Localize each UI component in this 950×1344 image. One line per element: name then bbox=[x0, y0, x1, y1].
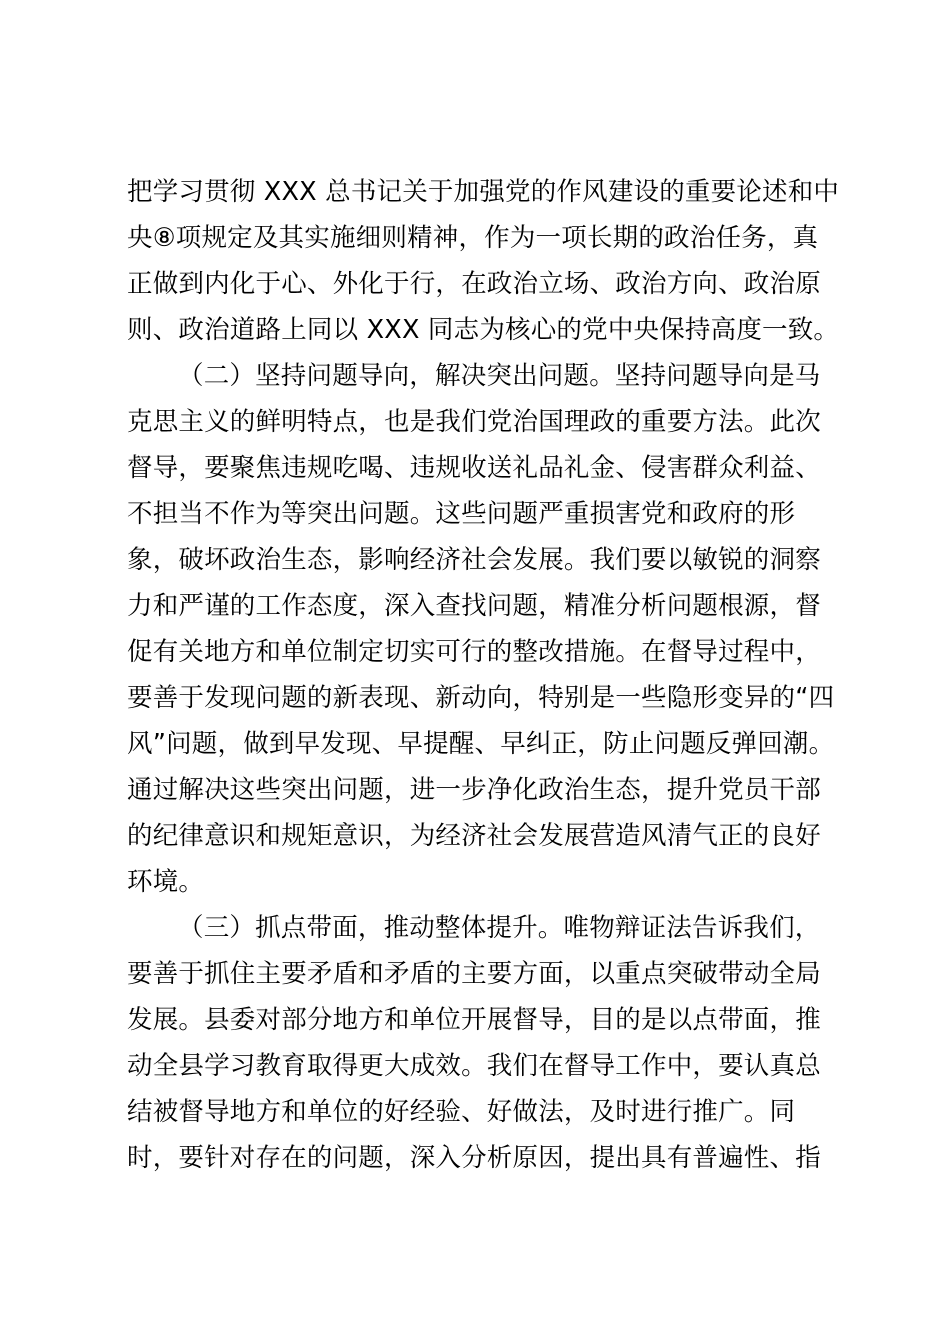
text-line: 结被督导地方和单位的好经验、好做法，及时进行推广。同 bbox=[127, 1097, 796, 1127]
text-line: 要善于抓住主要矛盾和矛盾的主要方面，以重点突破带动全局 bbox=[127, 959, 821, 989]
text-line: 风”问题，做到早发现、早提醒、早纠正，防止问题反弹回潮。 bbox=[127, 729, 835, 759]
paragraph-heading-3: （三）抓点带面，推动整体提升。唯物辩证法告诉我们， bbox=[178, 913, 821, 943]
text-line: 则、政治道路上同以 XXX 同志为核心的党中央保持高度一致。 bbox=[127, 315, 840, 345]
text-line: 时，要针对存在的问题，深入分析原因，提出具有普遍性、指 bbox=[127, 1143, 821, 1173]
text-line: 不担当不作为等突出问题。这些问题严重损害党和政府的形 bbox=[127, 499, 796, 529]
text-line: 象，破坏政治生态，影响经济社会发展。我们要以敏锐的洞察 bbox=[127, 545, 821, 575]
text-line: 正做到内化于心、外化于行，在政治立场、政治方向、政治原 bbox=[127, 269, 821, 299]
text-line: 环境。 bbox=[127, 867, 205, 897]
text-line: 克思主义的鲜明特点，也是我们党治国理政的重要方法。此次 bbox=[127, 407, 821, 437]
text-line: 促有关地方和单位制定切实可行的整改措施。在督导过程中， bbox=[127, 637, 821, 667]
text-line: 督导，要聚焦违规吃喝、违规收送礼品礼金、侵害群众利益、 bbox=[127, 453, 821, 483]
text-line: 发展。县委对部分地方和单位开展督导，目的是以点带面，推 bbox=[127, 1005, 821, 1035]
text-line: 央⑧项规定及其实施细则精神，作为一项长期的政治任务，真 bbox=[127, 223, 819, 253]
text-line: 动全县学习教育取得更大成效。我们在督导工作中，要认真总 bbox=[127, 1051, 821, 1081]
text-line: 通过解决这些突出问题，进一步净化政治生态，提升党员干部 bbox=[127, 775, 821, 805]
paragraph-heading-2: （二）坚持问题导向，解决突出问题。坚持问题导向是马 bbox=[178, 361, 821, 391]
text-line: 把学习贯彻 XXX 总书记关于加强党的作风建设的重要论述和中 bbox=[127, 177, 840, 207]
text-line: 的纪律意识和规矩意识，为经济社会发展营造风清气正的良好 bbox=[127, 821, 821, 851]
text-line: 力和严谨的工作态度，深入查找问题，精准分析问题根源，督 bbox=[127, 591, 821, 621]
text-line: 要善于发现问题的新表现、新动向，特别是一些隐形变异的“四 bbox=[127, 683, 835, 713]
